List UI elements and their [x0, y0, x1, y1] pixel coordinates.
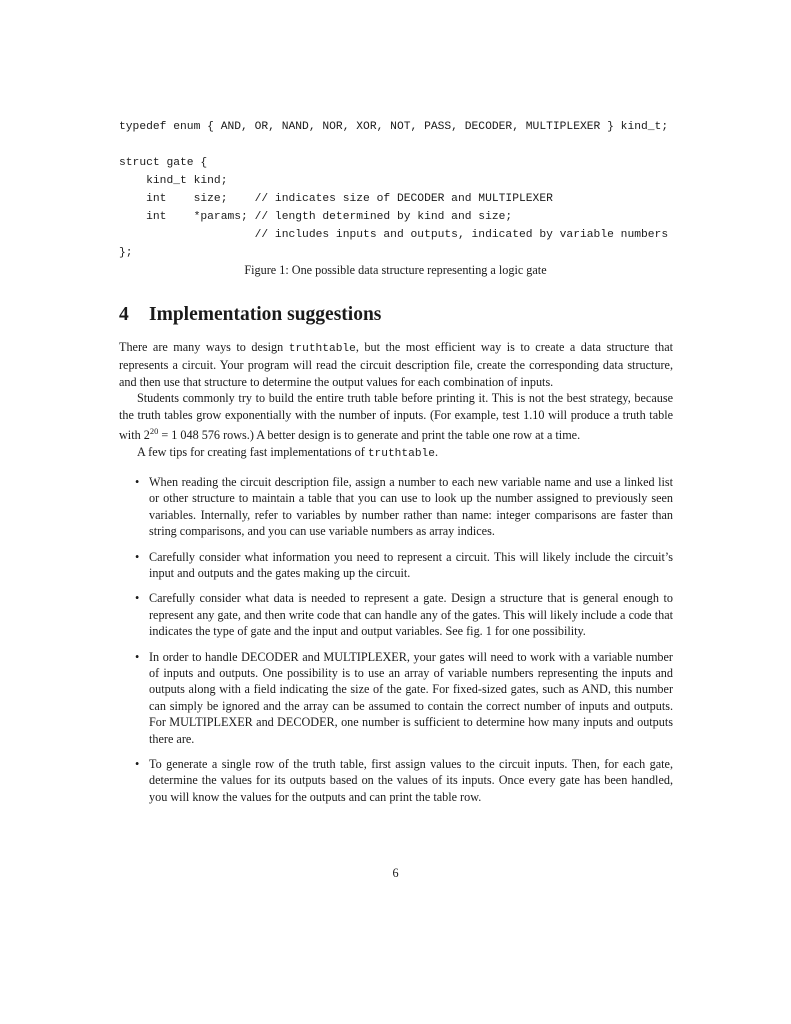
- list-item: [119, 756, 673, 805]
- list-item: [119, 549, 673, 582]
- paragraph-strategy: [119, 390, 673, 443]
- code-line: int size; // indicates size of DECODER and MULTIPLEXER: [119, 193, 553, 205]
- section-body: [119, 339, 673, 814]
- inline-code: truthtable: [288, 343, 356, 355]
- section-number: 4: [119, 304, 129, 325]
- paragraph-text: There are many ways to design: [119, 340, 289, 354]
- tips-list: [119, 474, 673, 805]
- list-item-text: To generate a single row of the truth table, first assign values to the circuit inputs. Then, for each gate, determine the values for its outputs based on the values of its inputs. Once every gate has been handled, you will know the values for the outputs and can print the table row.: [149, 757, 673, 804]
- code-line: struct gate {: [119, 157, 208, 169]
- paragraph-intro: [119, 339, 673, 390]
- list-item: [119, 649, 673, 747]
- bullet-icon: •: [135, 757, 140, 771]
- section-heading: [119, 304, 381, 326]
- list-item-text: Carefully consider what data is needed to represent a gate. Design a structure that is general enough to represent any gate, and then write code that can handle any of the gates. This will likely include a code that indicates the type of gate and the input and output variables. See fig. 1 for one possibility.: [149, 591, 673, 639]
- bullet-icon: •: [135, 474, 140, 489]
- paragraph-text: Students commonly try to build the entire truth table before printing it. This is not the best strategy, because the truth tables grow exponentially with the number of inputs. (For example, test 1.10 will produce a truth table with 2: [119, 391, 673, 443]
- list-item-text: When reading the circuit description file, assign a number to each new variable name and use a linked list or other structure to maintain a table that you can use to look up the number assigned to previously seen variables. Internally, refer to variables by number rather than name: integer comparisons are faster than string comparisons, and you can use variable numbers as array indices.: [149, 474, 673, 539]
- page-number: 6: [392, 866, 399, 880]
- figure-caption: Figure 1: One possible data structure representing a logic gate: [244, 263, 547, 277]
- paragraph-text: .: [434, 444, 439, 459]
- bullet-icon: •: [135, 549, 140, 564]
- list-item: [119, 590, 673, 639]
- bullet-icon: •: [135, 591, 140, 606]
- paragraph-text: = 1 048 576 rows.) A better design is to generate and print the table one row at a time.: [158, 428, 581, 443]
- paragraph-tips-intro: [119, 444, 673, 462]
- code-line: kind_t kind;: [119, 175, 228, 187]
- code-line: typedef enum { AND, OR, NAND, NOR, XOR, NOT, PASS, DECODER, MULTIPLEXER } kind_t;: [119, 121, 669, 133]
- list-item-text: In order to handle DECODER and MULTIPLEXER, your gates will need to work with a variable number of inputs and outputs. One possibility is to use an array of variable numbers representing the inputs and outputs along with a field indicating the size of the gate. For fixed-sized gates, such as AND, this number can simply be ignored and the array can be assumed to contain the correct number of inputs and outputs. For MULTIPLEXER and DECODER, one number is sufficient to determine how many inputs and outputs there are.: [149, 649, 673, 746]
- code-line: // includes inputs and outputs, indicated by variable numbers: [119, 229, 669, 241]
- code-line: };: [119, 247, 133, 259]
- code-listing: [119, 118, 668, 262]
- paragraph-text: , but the most efficient way is to create a data structure that represents a circuit. Your program will read the circuit description file, create the corresponding data structure, and then use that structure to determine the output values for each combination of inputs.: [119, 340, 673, 389]
- list-item: [119, 474, 673, 540]
- inline-code: truthtable: [367, 447, 435, 460]
- paragraph-text: A few tips for creating fast implementations of: [137, 444, 368, 459]
- section-title: Implementation suggestions: [149, 304, 382, 325]
- exponent: 20: [149, 426, 159, 437]
- bullet-icon: •: [135, 649, 140, 664]
- list-item-text: Carefully consider what information you need to represent a circuit. This will likely include the circuit’s input and outputs and the gates making up the circuit.: [149, 549, 673, 580]
- code-line: int *params; // length determined by kind and size;: [119, 211, 513, 223]
